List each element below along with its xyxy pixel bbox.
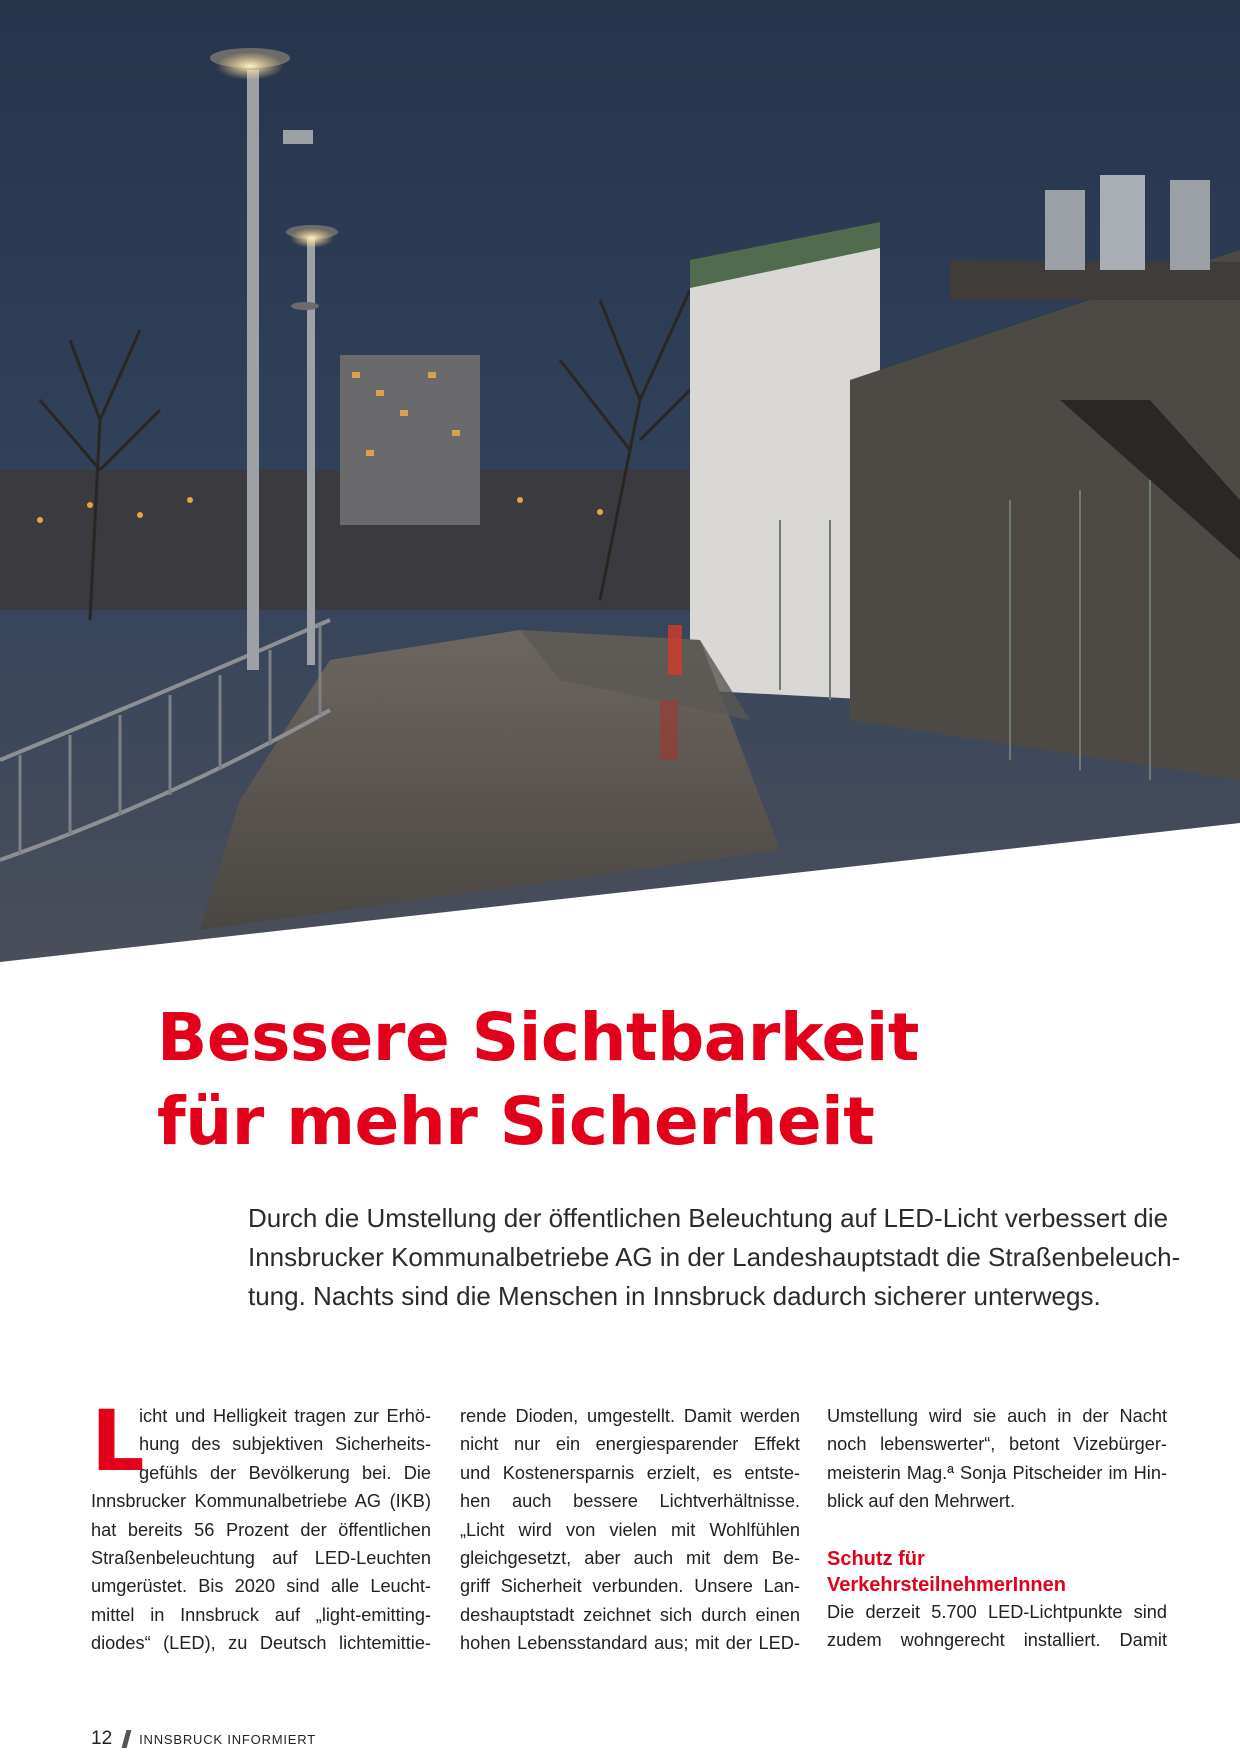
body-line: mittel in Innsbruck auf „light-emitting-: [91, 1604, 431, 1625]
body-line: gefühls der Bevölkerung bei. Die: [139, 1462, 431, 1483]
body-line: meisterin Mag.ª Sonja Pitscheider im Hin-: [827, 1462, 1167, 1483]
body-line: diodes“ (LED), zu Deutsch lichtemittie-: [91, 1633, 431, 1654]
lead-line: Durch die Umstellung der öffentlichen Beleuchtung auf LED-Licht verbessert die: [248, 1203, 1169, 1233]
lead-line: Innsbrucker Kommunalbetriebe AG in der Landeshauptstadt die Straßenbeleuch-: [248, 1242, 1181, 1272]
body-column-1: [91, 1402, 431, 1658]
body-line: hat bereits 56 Prozent der öffentlichen: [91, 1519, 431, 1540]
body-line: hen auch bessere Lichtverhältnisse.: [460, 1491, 800, 1512]
body-line: hohen Lebensstandard aus; mit der LED-: [460, 1633, 800, 1654]
body-line: icht und Helligkeit tragen zur Erhö-: [139, 1406, 431, 1426]
body-line: umgerüstet. Bis 2020 sind alle Leucht-: [91, 1576, 431, 1597]
body-line: hung des subjektiven Sicherheits-: [139, 1434, 431, 1455]
publication-name: INNSBRUCK INFORMIERT: [139, 1731, 316, 1747]
title-line-1: Bessere Sichtbarkeit: [157, 999, 919, 1076]
subheading-line: Schutz für: [827, 1547, 925, 1570]
body-line: Umstellung wird sie auch in der Nacht: [827, 1406, 1167, 1426]
body-line: rende Dioden, umgestellt. Damit werden: [460, 1406, 800, 1426]
subheading-line: VerkehrsteilnehmerInnen: [827, 1573, 1066, 1596]
body-line: Innsbrucker Kommunalbetriebe AG (IKB): [91, 1491, 431, 1512]
body-line: Die derzeit 5.700 LED-Lichtpunkte sind: [827, 1601, 1167, 1622]
body-column-3: [827, 1402, 1167, 1654]
body-line: und Kostenersparnis erzielt, es entste-: [460, 1462, 800, 1483]
lead-line: tung. Nachts sind die Menschen in Innsbruck dadurch sicherer unterwegs.: [248, 1281, 1101, 1311]
page-footer: [91, 1727, 316, 1751]
drop-cap: L: [91, 1392, 145, 1490]
title-line-2: für mehr Sicherheit: [157, 1083, 875, 1160]
page-number: 12: [91, 1728, 113, 1749]
body-line: nicht nur ein energiesparender Effekt: [460, 1434, 800, 1455]
body-line: blick auf den Mehrwert.: [827, 1491, 1016, 1512]
body-column-2: [460, 1402, 800, 1658]
body-line: Straßenbeleuchtung auf LED-Leuchten: [91, 1547, 431, 1568]
slash-divider-icon: [122, 1730, 132, 1748]
article-lead: [248, 1199, 1181, 1316]
article-title: [157, 996, 919, 1164]
body-line: zudem wohngerecht installiert. Damit: [827, 1629, 1167, 1650]
body-line: „Licht wird von vielen mit Wohlfühlen: [460, 1519, 800, 1540]
body-line: noch lebenswerter“, betont Vizebürger-: [827, 1434, 1167, 1455]
body-line: deshauptstadt zeichnet sich durch einen: [460, 1604, 800, 1625]
body-line: griff Sicherheit verbunden. Unsere Lan-: [460, 1576, 800, 1597]
body-line: gleichgesetzt, aber auch mit dem Be-: [460, 1547, 800, 1568]
paragraph-gap: [827, 1516, 1167, 1546]
